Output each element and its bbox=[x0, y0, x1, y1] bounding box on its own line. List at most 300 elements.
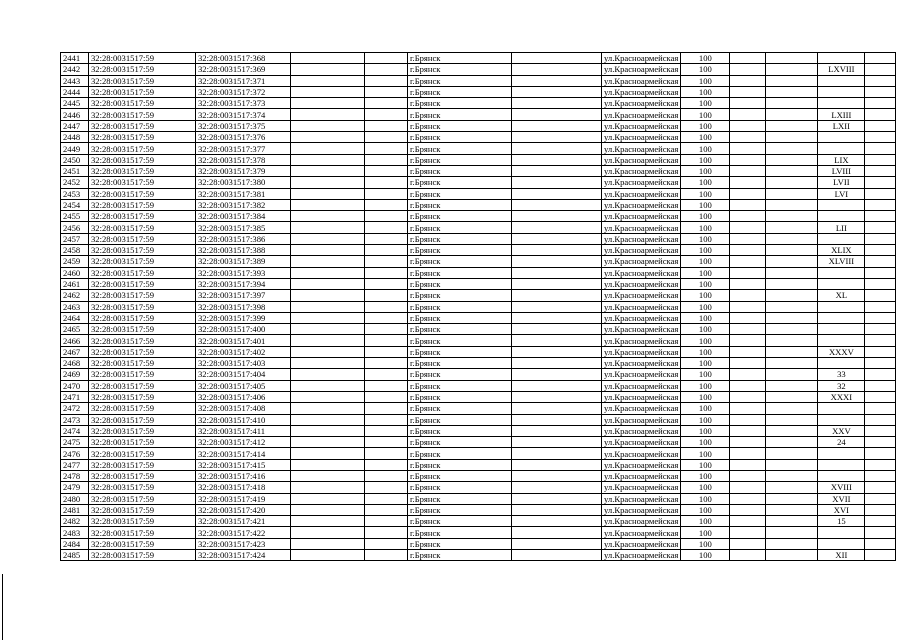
empty-cell bbox=[730, 470, 766, 481]
row-number: 2463 bbox=[61, 301, 89, 312]
quantity-cell: 100 bbox=[681, 358, 730, 369]
row-number: 2467 bbox=[61, 346, 89, 357]
street-cell: ул.Красноармейская bbox=[602, 222, 681, 233]
empty-cell bbox=[865, 425, 896, 436]
street-cell: ул.Красноармейская bbox=[602, 64, 681, 75]
empty-cell bbox=[730, 256, 766, 267]
city-cell: г.Брянск bbox=[408, 75, 512, 86]
empty-cell bbox=[291, 346, 365, 357]
cadastral-number: 32:28:0031517:59 bbox=[89, 245, 196, 256]
empty-cell bbox=[766, 425, 818, 436]
table-row bbox=[61, 459, 896, 470]
sub-cadastral-number: 32:28:0031517:405 bbox=[196, 380, 291, 391]
quantity-cell: 100 bbox=[681, 470, 730, 481]
empty-cell bbox=[865, 335, 896, 346]
mark-cell: XL bbox=[818, 290, 865, 301]
table-row bbox=[61, 267, 896, 278]
empty-cell bbox=[365, 64, 408, 75]
street-cell: ул.Красноармейская bbox=[602, 165, 681, 176]
street-cell: ул.Красноармейская bbox=[602, 346, 681, 357]
street-cell: ул.Красноармейская bbox=[602, 516, 681, 527]
row-number: 2468 bbox=[61, 358, 89, 369]
empty-cell bbox=[766, 199, 818, 210]
city-cell: г.Брянск bbox=[408, 245, 512, 256]
empty-cell bbox=[766, 391, 818, 402]
empty-cell bbox=[365, 278, 408, 289]
street-cell: ул.Красноармейская bbox=[602, 448, 681, 459]
empty-cell bbox=[730, 154, 766, 165]
street-cell: ул.Красноармейская bbox=[602, 109, 681, 120]
mark-cell: XXXV bbox=[818, 346, 865, 357]
row-number: 2464 bbox=[61, 312, 89, 323]
row-number: 2465 bbox=[61, 324, 89, 335]
empty-cell bbox=[512, 380, 602, 391]
empty-cell bbox=[730, 64, 766, 75]
empty-cell bbox=[730, 414, 766, 425]
empty-cell bbox=[865, 222, 896, 233]
table-row bbox=[61, 154, 896, 165]
empty-cell bbox=[865, 290, 896, 301]
street-cell: ул.Красноармейская bbox=[602, 75, 681, 86]
empty-cell bbox=[730, 188, 766, 199]
empty-cell bbox=[512, 188, 602, 199]
table-row bbox=[61, 493, 896, 504]
cadastral-number: 32:28:0031517:59 bbox=[89, 290, 196, 301]
empty-cell bbox=[766, 233, 818, 244]
mark-cell: XLIX bbox=[818, 245, 865, 256]
empty-cell bbox=[512, 199, 602, 210]
empty-cell bbox=[766, 312, 818, 323]
row-number: 2461 bbox=[61, 278, 89, 289]
empty-cell bbox=[291, 199, 365, 210]
sub-cadastral-number: 32:28:0031517:393 bbox=[196, 267, 291, 278]
empty-cell bbox=[766, 154, 818, 165]
table-row bbox=[61, 346, 896, 357]
mark-cell bbox=[818, 53, 865, 64]
cadastral-number: 32:28:0031517:59 bbox=[89, 493, 196, 504]
empty-cell bbox=[291, 143, 365, 154]
cadastral-number: 32:28:0031517:59 bbox=[89, 256, 196, 267]
mark-cell bbox=[818, 301, 865, 312]
mark-cell bbox=[818, 199, 865, 210]
city-cell: г.Брянск bbox=[408, 267, 512, 278]
empty-cell bbox=[291, 312, 365, 323]
cadastral-number: 32:28:0031517:59 bbox=[89, 482, 196, 493]
street-cell: ул.Красноармейская bbox=[602, 437, 681, 448]
empty-cell bbox=[512, 527, 602, 538]
empty-cell bbox=[730, 75, 766, 86]
street-cell: ул.Красноармейская bbox=[602, 482, 681, 493]
quantity-cell: 100 bbox=[681, 459, 730, 470]
empty-cell bbox=[512, 278, 602, 289]
cadastral-number: 32:28:0031517:59 bbox=[89, 403, 196, 414]
city-cell: г.Брянск bbox=[408, 165, 512, 176]
quantity-cell: 100 bbox=[681, 132, 730, 143]
mark-cell bbox=[818, 98, 865, 109]
quantity-cell: 100 bbox=[681, 290, 730, 301]
empty-cell bbox=[865, 448, 896, 459]
empty-cell bbox=[291, 538, 365, 549]
cadastral-number: 32:28:0031517:59 bbox=[89, 222, 196, 233]
table-row bbox=[61, 414, 896, 425]
empty-cell bbox=[291, 437, 365, 448]
empty-cell bbox=[766, 256, 818, 267]
empty-cell bbox=[865, 459, 896, 470]
mark-cell bbox=[818, 233, 865, 244]
table-row bbox=[61, 470, 896, 481]
mark-cell: XVI bbox=[818, 504, 865, 515]
table-row bbox=[61, 301, 896, 312]
empty-cell bbox=[865, 75, 896, 86]
quantity-cell: 100 bbox=[681, 53, 730, 64]
empty-cell bbox=[730, 346, 766, 357]
empty-cell bbox=[730, 301, 766, 312]
city-cell: г.Брянск bbox=[408, 482, 512, 493]
empty-cell bbox=[730, 211, 766, 222]
cadastral-number: 32:28:0031517:59 bbox=[89, 165, 196, 176]
city-cell: г.Брянск bbox=[408, 391, 512, 402]
empty-cell bbox=[730, 199, 766, 210]
sub-cadastral-number: 32:28:0031517:410 bbox=[196, 414, 291, 425]
table-row bbox=[61, 448, 896, 459]
empty-cell bbox=[291, 290, 365, 301]
street-cell: ул.Красноармейская bbox=[602, 233, 681, 244]
city-cell: г.Брянск bbox=[408, 290, 512, 301]
empty-cell bbox=[865, 437, 896, 448]
empty-cell bbox=[730, 245, 766, 256]
sub-cadastral-number: 32:28:0031517:402 bbox=[196, 346, 291, 357]
sub-cadastral-number: 32:28:0031517:408 bbox=[196, 403, 291, 414]
cadastral-number: 32:28:0031517:59 bbox=[89, 64, 196, 75]
row-number: 2484 bbox=[61, 538, 89, 549]
quantity-cell: 100 bbox=[681, 482, 730, 493]
empty-cell bbox=[365, 538, 408, 549]
street-cell: ул.Красноармейская bbox=[602, 369, 681, 380]
empty-cell bbox=[512, 132, 602, 143]
empty-cell bbox=[730, 391, 766, 402]
empty-cell bbox=[766, 324, 818, 335]
quantity-cell: 100 bbox=[681, 448, 730, 459]
empty-cell bbox=[365, 459, 408, 470]
cadastral-number: 32:28:0031517:59 bbox=[89, 538, 196, 549]
empty-cell bbox=[865, 256, 896, 267]
table-row bbox=[61, 278, 896, 289]
street-cell: ул.Красноармейская bbox=[602, 380, 681, 391]
sub-cadastral-number: 32:28:0031517:401 bbox=[196, 335, 291, 346]
empty-cell bbox=[291, 177, 365, 188]
row-number: 2485 bbox=[61, 550, 89, 561]
cadastral-number: 32:28:0031517:59 bbox=[89, 211, 196, 222]
empty-cell bbox=[865, 470, 896, 481]
empty-cell bbox=[766, 109, 818, 120]
empty-cell bbox=[766, 98, 818, 109]
city-cell: г.Брянск bbox=[408, 86, 512, 97]
street-cell: ул.Красноармейская bbox=[602, 335, 681, 346]
city-cell: г.Брянск bbox=[408, 222, 512, 233]
city-cell: г.Брянск bbox=[408, 470, 512, 481]
street-cell: ул.Красноармейская bbox=[602, 290, 681, 301]
empty-cell bbox=[730, 290, 766, 301]
street-cell: ул.Красноармейская bbox=[602, 199, 681, 210]
empty-cell bbox=[365, 188, 408, 199]
table-row bbox=[61, 256, 896, 267]
empty-cell bbox=[512, 64, 602, 75]
mark-cell: XII bbox=[818, 550, 865, 561]
cadastral-number: 32:28:0031517:59 bbox=[89, 132, 196, 143]
table-row bbox=[61, 358, 896, 369]
sub-cadastral-number: 32:28:0031517:371 bbox=[196, 75, 291, 86]
empty-cell bbox=[512, 470, 602, 481]
empty-cell bbox=[865, 233, 896, 244]
empty-cell bbox=[365, 403, 408, 414]
city-cell: г.Брянск bbox=[408, 233, 512, 244]
mark-cell: LVII bbox=[818, 177, 865, 188]
table-row bbox=[61, 222, 896, 233]
city-cell: г.Брянск bbox=[408, 53, 512, 64]
cadastral-number: 32:28:0031517:59 bbox=[89, 346, 196, 357]
mark-cell: LXVIII bbox=[818, 64, 865, 75]
table-row bbox=[61, 324, 896, 335]
empty-cell bbox=[291, 403, 365, 414]
cadastral-number: 32:28:0031517:59 bbox=[89, 358, 196, 369]
empty-cell bbox=[730, 482, 766, 493]
mark-cell bbox=[818, 324, 865, 335]
quantity-cell: 100 bbox=[681, 165, 730, 176]
table-row bbox=[61, 391, 896, 402]
quantity-cell: 100 bbox=[681, 75, 730, 86]
cadastral-number: 32:28:0031517:59 bbox=[89, 86, 196, 97]
empty-cell bbox=[291, 278, 365, 289]
empty-cell bbox=[865, 199, 896, 210]
empty-cell bbox=[730, 120, 766, 131]
empty-cell bbox=[766, 267, 818, 278]
row-number: 2441 bbox=[61, 53, 89, 64]
quantity-cell: 100 bbox=[681, 493, 730, 504]
empty-cell bbox=[766, 165, 818, 176]
mark-cell bbox=[818, 75, 865, 86]
sub-cadastral-number: 32:28:0031517:394 bbox=[196, 278, 291, 289]
row-number: 2459 bbox=[61, 256, 89, 267]
empty-cell bbox=[730, 233, 766, 244]
cadastral-number: 32:28:0031517:59 bbox=[89, 414, 196, 425]
mark-cell bbox=[818, 527, 865, 538]
empty-cell bbox=[365, 109, 408, 120]
empty-cell bbox=[365, 222, 408, 233]
empty-cell bbox=[730, 459, 766, 470]
empty-cell bbox=[365, 177, 408, 188]
city-cell: г.Брянск bbox=[408, 324, 512, 335]
sub-cadastral-number: 32:28:0031517:385 bbox=[196, 222, 291, 233]
mark-cell bbox=[818, 312, 865, 323]
empty-cell bbox=[730, 504, 766, 515]
city-cell: г.Брянск bbox=[408, 358, 512, 369]
empty-cell bbox=[730, 86, 766, 97]
row-number: 2479 bbox=[61, 482, 89, 493]
sub-cadastral-number: 32:28:0031517:379 bbox=[196, 165, 291, 176]
cadastral-number: 32:28:0031517:59 bbox=[89, 53, 196, 64]
registry-table-body bbox=[61, 53, 896, 561]
empty-cell bbox=[291, 120, 365, 131]
empty-cell bbox=[865, 493, 896, 504]
empty-cell bbox=[291, 335, 365, 346]
mark-cell bbox=[818, 267, 865, 278]
empty-cell bbox=[865, 538, 896, 549]
table-row bbox=[61, 120, 896, 131]
quantity-cell: 100 bbox=[681, 245, 730, 256]
table-row bbox=[61, 538, 896, 549]
row-number: 2447 bbox=[61, 120, 89, 131]
street-cell: ул.Красноармейская bbox=[602, 98, 681, 109]
cadastral-number: 32:28:0031517:59 bbox=[89, 312, 196, 323]
mark-cell bbox=[818, 414, 865, 425]
empty-cell bbox=[730, 550, 766, 561]
empty-cell bbox=[865, 527, 896, 538]
empty-cell bbox=[512, 324, 602, 335]
empty-cell bbox=[865, 403, 896, 414]
quantity-cell: 100 bbox=[681, 278, 730, 289]
city-cell: г.Брянск bbox=[408, 188, 512, 199]
quantity-cell: 100 bbox=[681, 369, 730, 380]
street-cell: ул.Красноармейская bbox=[602, 132, 681, 143]
empty-cell bbox=[766, 482, 818, 493]
empty-cell bbox=[865, 177, 896, 188]
cadastral-number: 32:28:0031517:59 bbox=[89, 550, 196, 561]
empty-cell bbox=[766, 504, 818, 515]
empty-cell bbox=[766, 120, 818, 131]
street-cell: ул.Красноармейская bbox=[602, 256, 681, 267]
city-cell: г.Брянск bbox=[408, 403, 512, 414]
cadastral-number: 32:28:0031517:59 bbox=[89, 324, 196, 335]
row-number: 2448 bbox=[61, 132, 89, 143]
row-number: 2443 bbox=[61, 75, 89, 86]
empty-cell bbox=[512, 482, 602, 493]
quantity-cell: 100 bbox=[681, 504, 730, 515]
cadastral-number: 32:28:0031517:59 bbox=[89, 335, 196, 346]
table-row bbox=[61, 199, 896, 210]
row-number: 2456 bbox=[61, 222, 89, 233]
empty-cell bbox=[512, 143, 602, 154]
city-cell: г.Брянск bbox=[408, 109, 512, 120]
empty-cell bbox=[291, 233, 365, 244]
street-cell: ул.Красноармейская bbox=[602, 550, 681, 561]
mark-cell: XVIII bbox=[818, 482, 865, 493]
empty-cell bbox=[766, 403, 818, 414]
empty-cell bbox=[512, 98, 602, 109]
city-cell: г.Брянск bbox=[408, 199, 512, 210]
quantity-cell: 100 bbox=[681, 346, 730, 357]
city-cell: г.Брянск bbox=[408, 64, 512, 75]
empty-cell bbox=[291, 53, 365, 64]
quantity-cell: 100 bbox=[681, 391, 730, 402]
empty-cell bbox=[365, 369, 408, 380]
empty-cell bbox=[766, 335, 818, 346]
mark-cell: LXIII bbox=[818, 109, 865, 120]
street-cell: ул.Красноармейская bbox=[602, 459, 681, 470]
empty-cell bbox=[730, 177, 766, 188]
cadastral-number: 32:28:0031517:59 bbox=[89, 233, 196, 244]
sub-cadastral-number: 32:28:0031517:368 bbox=[196, 53, 291, 64]
empty-cell bbox=[291, 414, 365, 425]
street-cell: ул.Красноармейская bbox=[602, 154, 681, 165]
empty-cell bbox=[291, 516, 365, 527]
empty-cell bbox=[766, 132, 818, 143]
mark-cell bbox=[818, 470, 865, 481]
quantity-cell: 100 bbox=[681, 177, 730, 188]
empty-cell bbox=[365, 75, 408, 86]
sub-cadastral-number: 32:28:0031517:420 bbox=[196, 504, 291, 515]
row-number: 2458 bbox=[61, 245, 89, 256]
sub-cadastral-number: 32:28:0031517:369 bbox=[196, 64, 291, 75]
city-cell: г.Брянск bbox=[408, 143, 512, 154]
empty-cell bbox=[730, 403, 766, 414]
cadastral-number: 32:28:0031517:59 bbox=[89, 120, 196, 131]
table-row bbox=[61, 335, 896, 346]
cadastral-number: 32:28:0031517:59 bbox=[89, 154, 196, 165]
mark-cell: LII bbox=[818, 222, 865, 233]
quantity-cell: 100 bbox=[681, 98, 730, 109]
empty-cell bbox=[291, 64, 365, 75]
sub-cadastral-number: 32:28:0031517:418 bbox=[196, 482, 291, 493]
street-cell: ул.Красноармейская bbox=[602, 538, 681, 549]
empty-cell bbox=[865, 98, 896, 109]
sub-cadastral-number: 32:28:0031517:381 bbox=[196, 188, 291, 199]
city-cell: г.Брянск bbox=[408, 256, 512, 267]
table-row bbox=[61, 75, 896, 86]
empty-cell bbox=[291, 132, 365, 143]
empty-cell bbox=[730, 109, 766, 120]
table-row bbox=[61, 165, 896, 176]
empty-cell bbox=[291, 482, 365, 493]
empty-cell bbox=[512, 493, 602, 504]
empty-cell bbox=[512, 504, 602, 515]
empty-cell bbox=[766, 369, 818, 380]
empty-cell bbox=[512, 165, 602, 176]
street-cell: ул.Красноармейская bbox=[602, 312, 681, 323]
sub-cadastral-number: 32:28:0031517:403 bbox=[196, 358, 291, 369]
mark-cell: XVII bbox=[818, 493, 865, 504]
cadastral-number: 32:28:0031517:59 bbox=[89, 380, 196, 391]
mark-cell bbox=[818, 211, 865, 222]
empty-cell bbox=[365, 358, 408, 369]
mark-cell bbox=[818, 278, 865, 289]
empty-cell bbox=[512, 154, 602, 165]
sub-cadastral-number: 32:28:0031517:422 bbox=[196, 527, 291, 538]
empty-cell bbox=[291, 245, 365, 256]
empty-cell bbox=[512, 346, 602, 357]
empty-cell bbox=[730, 98, 766, 109]
empty-cell bbox=[865, 143, 896, 154]
empty-cell bbox=[512, 256, 602, 267]
row-number: 2444 bbox=[61, 86, 89, 97]
empty-cell bbox=[365, 233, 408, 244]
empty-cell bbox=[865, 482, 896, 493]
empty-cell bbox=[291, 493, 365, 504]
table-row bbox=[61, 527, 896, 538]
empty-cell bbox=[766, 86, 818, 97]
empty-cell bbox=[730, 437, 766, 448]
empty-cell bbox=[291, 267, 365, 278]
empty-cell bbox=[865, 278, 896, 289]
empty-cell bbox=[512, 459, 602, 470]
quantity-cell: 100 bbox=[681, 425, 730, 436]
empty-cell bbox=[365, 437, 408, 448]
empty-cell bbox=[512, 425, 602, 436]
row-number: 2453 bbox=[61, 188, 89, 199]
table-row bbox=[61, 132, 896, 143]
table-row bbox=[61, 86, 896, 97]
quantity-cell: 100 bbox=[681, 64, 730, 75]
empty-cell bbox=[512, 53, 602, 64]
